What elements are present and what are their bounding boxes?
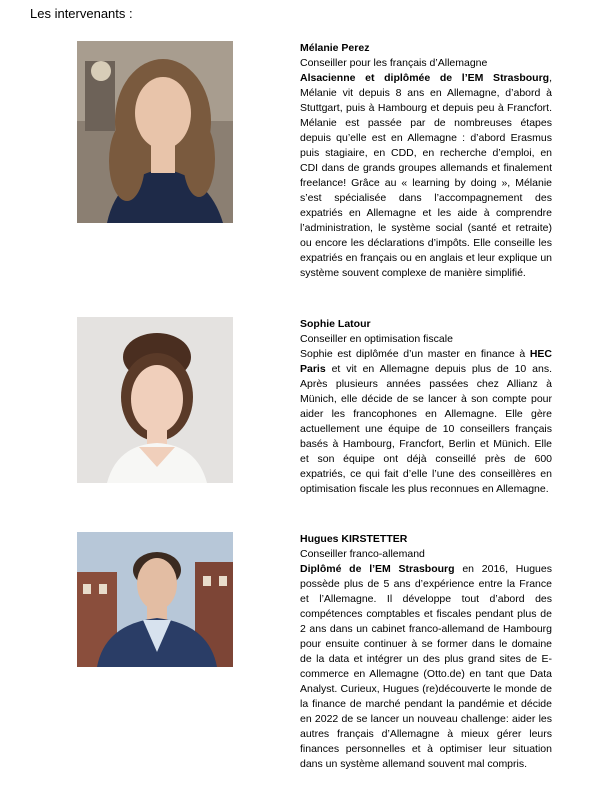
bio-text: Sophie est diplômée d’un master en finance à — [300, 348, 530, 360]
speaker-description — [300, 562, 552, 772]
speaker-photo-hugues — [77, 532, 233, 667]
speaker-name: Mélanie Perez — [300, 42, 370, 54]
bio-highlight: Diplômé de l’EM Strasbourg — [300, 563, 455, 575]
speaker-name: Sophie Latour — [300, 318, 371, 330]
bio-text: en 2016, Hugues possède plus de 5 ans d’expérience entre la France et l’Allemagne. Il développe tout d’abord des compétences comptables et fiscales pendant plus de 2 ans dans un cabinet franco-allemand de Hambourg pour ensuite continuer à se former dans le domaine de la data et intégrer un des plus grand sites de E-commerce en Allemagne (Otto.de) en tant que Data Analyst. Curieux, Hugues (re)découverte le monde de la finance de marché pendant la pandémie et décide en 2022 de se lancer un nouveau challenge: aider les autres français d’Allemagne à mieux gérer leurs finances personnelles et à optimiser leur situation dans un système allemand souvent mal compris. — [300, 563, 552, 770]
bio-text: et vit en Allemagne depuis plus de 10 ans. Après plusieurs années passées chez Allianz à Münich, elle décide de se lancer à son compte pour aider les francophones en Allemagne. Elle gère actuellement une équipe de 10 conseillers français basés à Hambourg, Francfort, Berlin et Münich. Elle et son équipe ont déjà conseillé près de 600 expatriés, ce qui fait d’elle l’une des conseillères en optimisation fiscale les plus reconnues en Allemagne. — [300, 363, 552, 495]
section-heading: Les intervenants : — [30, 6, 133, 21]
speaker-role: Conseiller pour les français d’Allemagne — [300, 57, 488, 69]
speaker-photo-sophie — [77, 317, 233, 483]
speaker-bio-hugues — [300, 532, 552, 772]
speaker-photo-melanie — [77, 41, 233, 223]
speaker-bio-sophie — [300, 317, 552, 497]
speaker-role: Conseiller en optimisation fiscale — [300, 333, 453, 345]
bio-text: , Mélanie vit depuis 8 ans en Allemagne, d’abord à Stuttgart, puis à Hambourg et depuis peu à Francfort. Mélanie est passée par de nombreuses étapes depuis qu’elle est en Allemagne : d’abord Erasmus puis stagiaire, en CDD, en recherche d’emploi, en CDI dans de grands groupes allemands et finalement freelance! Grâce au « learning by doing », Mélanie s’est spécialisée dans l’accompagnement des expatriés en Allemagne et les aide à comprendre l’administration, le système social (santé et retraite) ou encore les déclarations d’impôts. Elle conseille les expatriés en français ou en anglais et leur explique un système souvent complexe de manière simplifié. — [300, 72, 552, 279]
speaker-description — [300, 71, 552, 281]
bio-highlight: HEC Paris — [300, 348, 552, 375]
speaker-name: Hugues KIRSTETTER — [300, 533, 408, 545]
speaker-role: Conseiller franco-allemand — [300, 548, 425, 560]
speaker-description — [300, 347, 552, 497]
bio-highlight: Alsacienne et diplômée de l’EM Strasbourg — [300, 72, 550, 84]
speaker-bio-melanie — [300, 41, 552, 281]
